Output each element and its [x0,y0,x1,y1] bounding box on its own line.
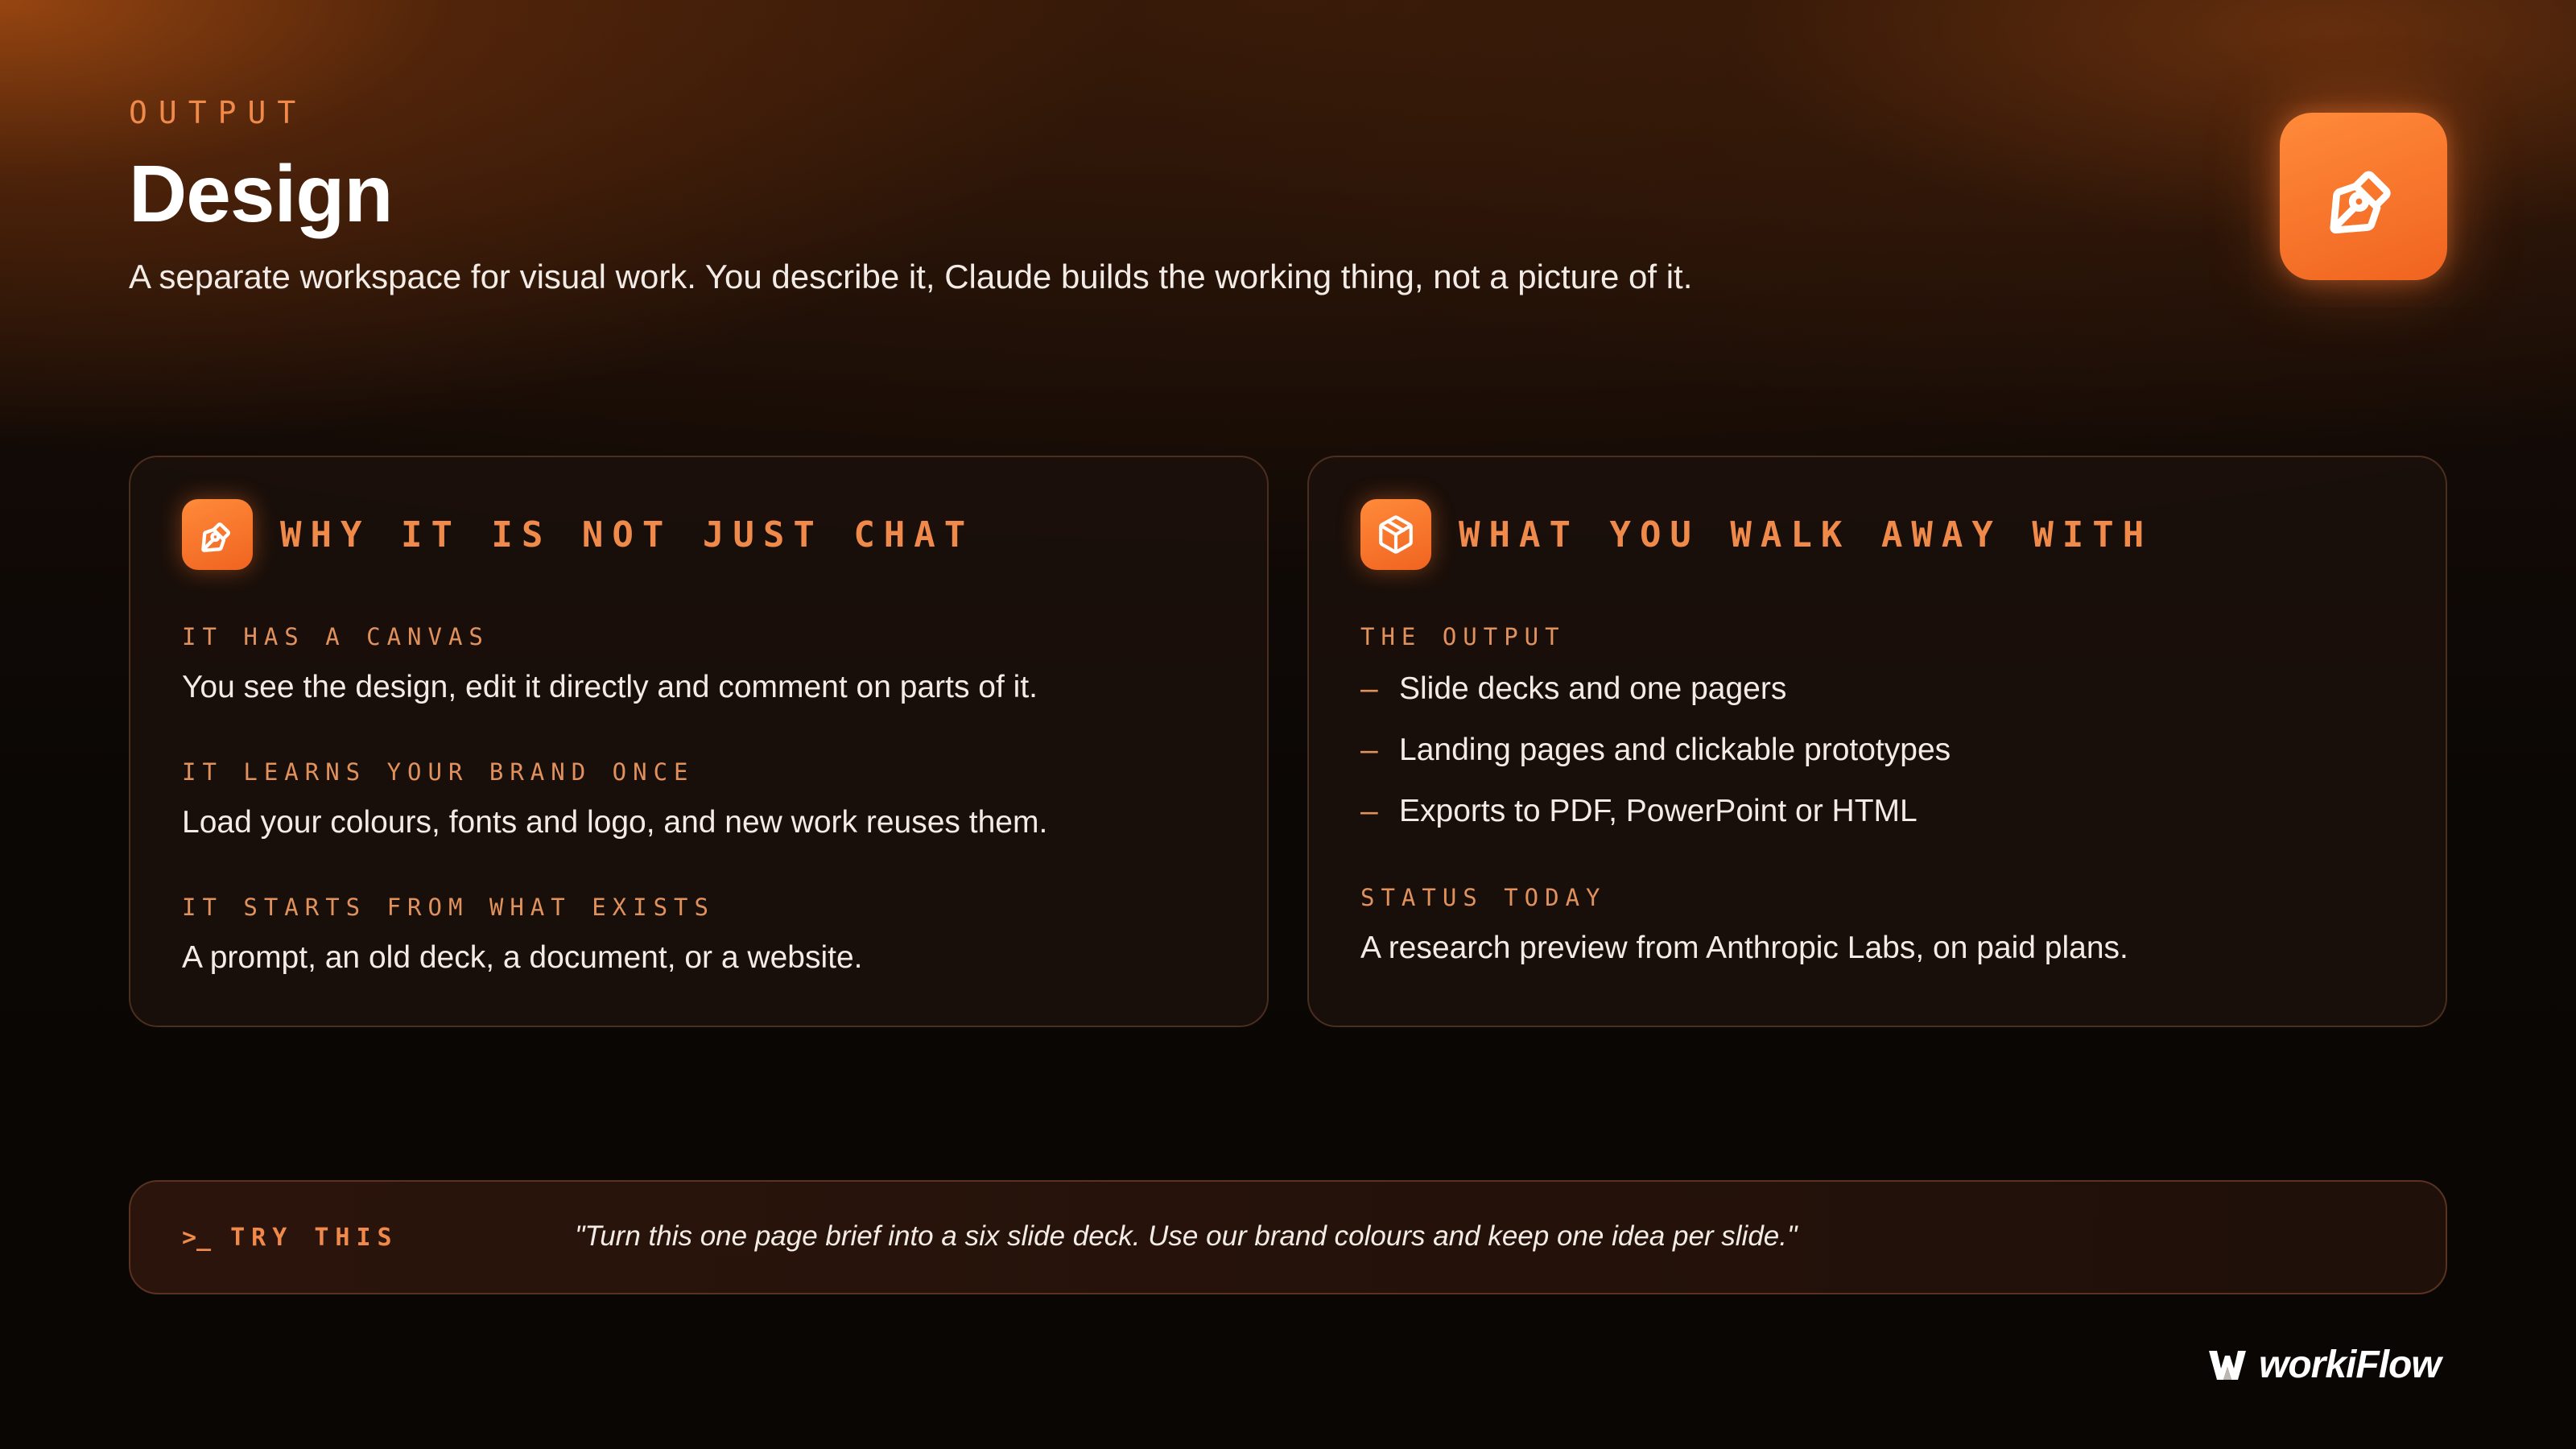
try-this-banner [129,1180,2447,1294]
list-item [1360,671,1786,707]
try-this-label-group [182,1224,398,1252]
output-label: THE OUTPUT [1360,623,1566,650]
walk-away-card [1307,456,2447,1027]
try-this-prompt: "Turn this one page brief into a six slide deck. Use our brand colours and keep one idea per slide." [575,1220,1798,1252]
list-item-text: Slide decks and one pagers [1399,671,1787,706]
list-item-text: Exports to PDF, PowerPoint or HTML [1399,794,1918,828]
cube-icon [1360,499,1431,570]
pen-nib-icon [182,499,253,570]
brand-name: workiFlow [2259,1344,2441,1386]
list-item [1360,733,1951,768]
status-label: STATUS TODAY [1360,884,1607,911]
card-header [1360,499,2153,570]
section-text: You see the design, edit it directly and comment on parts of it. [182,670,1038,704]
list-item [1360,794,1918,829]
why-not-chat-card [129,456,1269,1027]
brand-logo [2207,1343,2441,1387]
section-label: IT HAS A CANVAS [182,623,489,650]
section-text: A prompt, an old deck, a document, or a website. [182,940,863,975]
section-label: IT LEARNS YOUR BRAND ONCE [182,758,695,786]
page-title: Design [129,149,393,239]
dash-icon: – [1360,794,1378,828]
eyebrow-label: OUTPUT [129,95,308,130]
status-text: A research preview from Anthropic Labs, on paid plans. [1360,931,2128,965]
section-text: Load your colours, fonts and logo, and new work reuses them. [182,805,1048,840]
dash-icon: – [1360,733,1378,767]
pen-nib-icon [2280,113,2447,280]
card-title: WHY IT IS NOT JUST CHAT [280,514,975,555]
card-title: WHAT YOU WALK AWAY WITH [1459,514,2153,555]
terminal-prompt-icon: >_ [182,1224,212,1252]
page-subtitle: A separate workspace for visual work. You describe it, Claude builds the working thing, not a picture of it. [129,258,1693,295]
try-this-label: TRY THIS [230,1224,398,1252]
workiflow-logo-icon [2207,1348,2248,1383]
section-label: IT STARTS FROM WHAT EXISTS [182,894,715,921]
card-header [182,499,974,570]
list-item-text: Landing pages and clickable prototypes [1399,733,1951,767]
dash-icon: – [1360,671,1378,706]
